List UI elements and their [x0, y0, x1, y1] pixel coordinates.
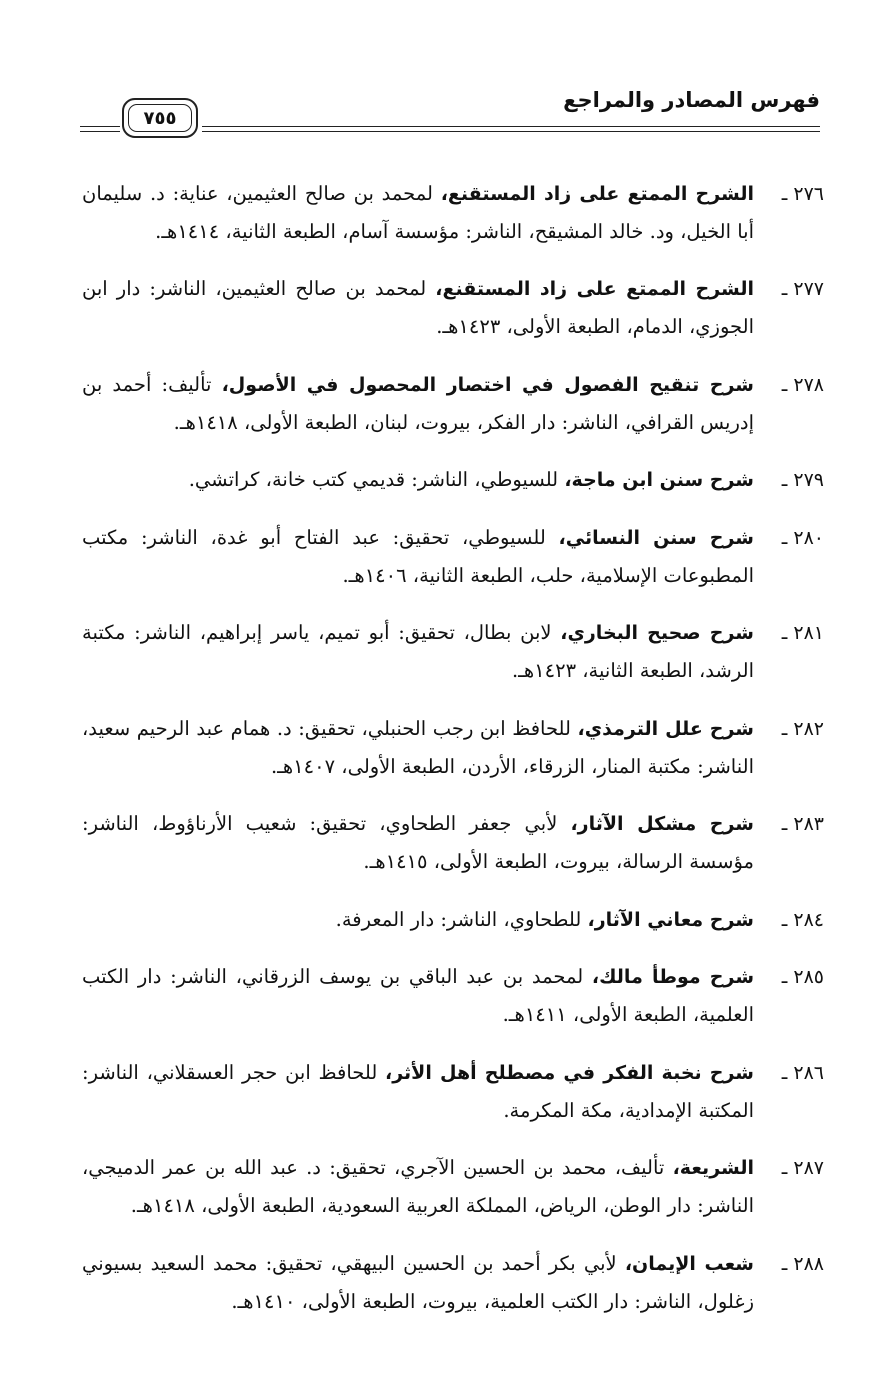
- entry-title: شرح سنن النسائي،: [558, 526, 754, 549]
- entry-details: تأليف، محمد بن الحسين الآجري، تحقيق: د. عبد الله بن عمر الدميجي، الناشر: دار الوطن، الرياض، المملكة العربية السعودية، الطبعة الأولى، ١٤١٨هـ.: [82, 1156, 754, 1217]
- reference-entry: [82, 461, 824, 499]
- reference-entry: [82, 805, 824, 881]
- entry-details: لمحمد بن صالح العثيمين، عناية: د. سليمان أبا الخيل، ود. خالد المشيقح، الناشر: مؤسسة آسام، الطبعة الثانية، ١٤١٤هـ.: [82, 181, 754, 243]
- entry-number: ٢٨٥ ـ: [781, 966, 825, 988]
- entry-number: ٢٧٧ ـ: [781, 278, 824, 300]
- entry-number: ٢٨٢ ـ: [781, 717, 824, 740]
- entry-details: لأبي بكر أحمد بن الحسين البيهقي، تحقيق: محمد السعيد بسيوني زغلول، الناشر: دار الكتب العلمية، بيروت، الطبعة الأولى، ١٤١٠هـ.: [82, 1251, 754, 1313]
- reference-entry: [82, 710, 824, 786]
- entry-title: شرح صحيح البخاري،: [560, 622, 754, 644]
- reference-list: [82, 155, 824, 1328]
- reference-entry: [82, 1054, 824, 1130]
- entry-number: ٢٨٣ ـ: [781, 813, 824, 835]
- entry-number: ٢٨٠ ـ: [781, 526, 824, 549]
- reference-entry: [82, 901, 824, 939]
- reference-entry: [82, 270, 824, 346]
- entry-details: للسيوطي، الناشر: قديمي كتب خانة، كراتشي.: [188, 468, 565, 491]
- entry-title: شرح موطأ مالك،: [591, 966, 755, 988]
- entry-number: ٢٨٧ ـ: [781, 1157, 824, 1179]
- entry-title: شرح معاني الآثار،: [587, 908, 754, 931]
- header-rule: [202, 126, 820, 127]
- entry-number: ٢٨٨ ـ: [781, 1252, 824, 1275]
- entry-title: شرح مشكل الآثار،: [570, 813, 754, 835]
- reference-entry: [82, 366, 824, 442]
- reference-entry: [82, 958, 824, 1034]
- entry-details: لابن بطال، تحقيق: أبو تميم، ياسر إبراهيم، الناشر: مكتبة الرشد، الطبعة الثانية، ١٤٢٣هـ.: [82, 621, 754, 682]
- entry-number: ٢٧٦ ـ: [781, 182, 824, 205]
- reference-entry: [82, 1245, 824, 1321]
- running-title: فهرس المصادر والمراجع: [563, 88, 820, 112]
- reference-entry: [82, 175, 824, 251]
- page-number-frame: [122, 98, 198, 138]
- entry-title: شرح نخبة الفكر في مصطلح أهل الأثر،: [385, 1061, 754, 1084]
- header-rule: [80, 131, 120, 132]
- entry-title: شرح تنقيح الفصول في اختصار المحصول في الأصول،: [221, 373, 754, 396]
- entry-details: للسيوطي، تحقيق: عبد الفتاح أبو غدة، الناشر: مكتب المطبوعات الإسلامية، حلب، الطبعة الثانية، ١٤٠٦هـ.: [82, 525, 754, 587]
- entry-details: للحافظ ابن رجب الحنبلي، تحقيق: د. همام عبد الرحيم سعيد، الناشر: مكتبة المنار، الزرقاء، الأردن، الطبعة الأولى، ١٤٠٧هـ.: [82, 716, 754, 778]
- entry-details: لمحمد بن صالح العثيمين، الناشر: دار ابن الجوزي، الدمام، الطبعة الأولى، ١٤٢٣هـ.: [82, 277, 754, 338]
- entry-details: للحافظ ابن حجر العسقلاني، الناشر: المكتبة الإمدادية، مكة المكرمة.: [82, 1060, 754, 1122]
- entry-title: شعب الإيمان،: [624, 1252, 754, 1275]
- reference-entry: [82, 614, 824, 690]
- entry-number: ٢٨١ ـ: [781, 622, 824, 644]
- entry-title: الشرح الممتع على زاد المستقنع،: [440, 182, 754, 205]
- reference-entry: [82, 1149, 824, 1225]
- entry-details: لأبي جعفر الطحاوي، تحقيق: شعيب الأرناؤوط، الناشر: مؤسسة الرسالة، بيروت، الطبعة الأولى، ١٤١٥هـ.: [82, 812, 754, 873]
- entry-number: ٢٧٨ ـ: [781, 373, 824, 396]
- header-rule: [202, 131, 820, 132]
- entry-title: الشرح الممتع على زاد المستقنع،: [435, 278, 754, 300]
- entry-details: تأليف: أحمد بن إدريس القرافي، الناشر: دار الفكر، بيروت، لبنان، الطبعة الأولى، ١٤١٨هـ.: [82, 372, 754, 434]
- entry-details: للطحاوي، الناشر: دار المعرفة.: [335, 907, 588, 931]
- reference-entry: [82, 519, 824, 595]
- entry-title: الشريعة،: [672, 1157, 754, 1179]
- page-number: ٧٥٥: [128, 104, 192, 132]
- header-rule: [80, 126, 120, 127]
- page-header: [80, 88, 820, 138]
- entry-title: شرح سنن ابن ماجة،: [564, 469, 754, 491]
- entry-number: ٢٧٩ ـ: [781, 469, 824, 491]
- entry-details: لمحمد بن عبد الباقي بن يوسف الزرقاني، الناشر: دار الكتب العلمية، الطبعة الأولى، ١٤١١هـ.: [82, 965, 754, 1026]
- entry-title: شرح علل الترمذي،: [577, 717, 754, 740]
- entry-number: ٢٨٤ ـ: [781, 908, 824, 931]
- entry-number: ٢٨٦ ـ: [781, 1061, 824, 1084]
